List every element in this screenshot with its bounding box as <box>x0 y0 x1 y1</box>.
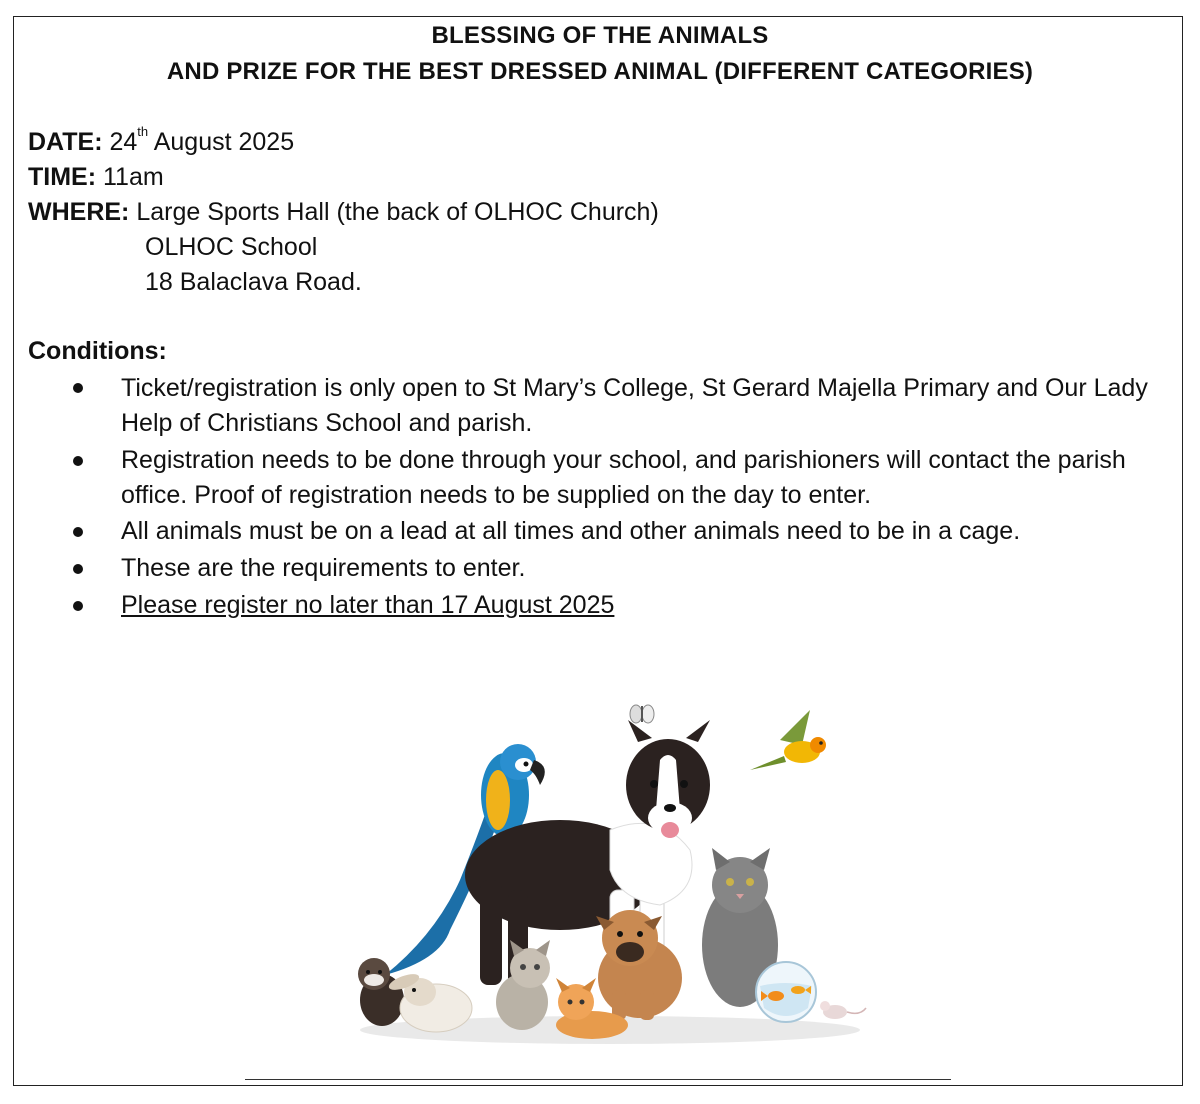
where-label: WHERE: <box>28 198 130 226</box>
condition-item-2: Registration needs to be done through your school, and parishioners will contact the parish office. Proof of registration needs to be supplied on the day to enter. <box>121 446 1126 509</box>
kitten-icon <box>496 940 550 1030</box>
where-value-1: Large Sports Hall (the back of OLHOC Church) <box>136 198 659 226</box>
bullet-icon <box>73 456 83 466</box>
time-label: TIME: <box>28 163 97 191</box>
butterfly-icon <box>630 705 654 723</box>
title-line-2: AND PRIZE FOR THE BEST DRESSED ANIMAL (DIFFERENT CATEGORIES) <box>166 58 1034 85</box>
bullet-icon <box>73 564 83 574</box>
where-line <box>28 198 659 227</box>
date-rest: August 2025 <box>153 128 295 156</box>
pets-group-illustration <box>340 690 880 1055</box>
date-label: DATE: <box>28 128 103 156</box>
mouse-icon <box>820 1001 866 1019</box>
bullet-icon <box>73 601 83 611</box>
date-line <box>28 124 295 157</box>
bottom-rule <box>245 1079 951 1080</box>
date-day: 24 <box>109 128 138 156</box>
conditions-heading-text: Conditions: <box>28 337 167 365</box>
where-value-3: 18 Balaclava Road. <box>145 268 362 296</box>
title-line-1: BLESSING OF THE ANIMALS <box>431 22 769 49</box>
puppy-icon <box>596 910 682 1020</box>
fishbowl-icon <box>756 962 816 1022</box>
date-suffix: th <box>137 124 149 139</box>
condition-item-5: Please register no later than 17 August 2025 <box>121 591 615 619</box>
bullet-icon <box>73 527 83 537</box>
condition-item-1: Ticket/registration is only open to St Mary’s College, St Gerard Majella Primary and Our Lady Help of Christians School and parish. <box>121 374 1148 437</box>
bullet-icon <box>73 383 83 393</box>
where-value-2: OLHOC School <box>145 233 318 261</box>
time-value: 11am <box>103 163 164 191</box>
flying-parrot-icon <box>750 710 826 770</box>
time-line <box>28 163 164 192</box>
condition-item-3: All animals must be on a lead at all times and other animals need to be in a cage. <box>121 517 1021 545</box>
conditions-heading <box>28 337 167 366</box>
condition-item-4: These are the requirements to enter. <box>121 554 526 582</box>
